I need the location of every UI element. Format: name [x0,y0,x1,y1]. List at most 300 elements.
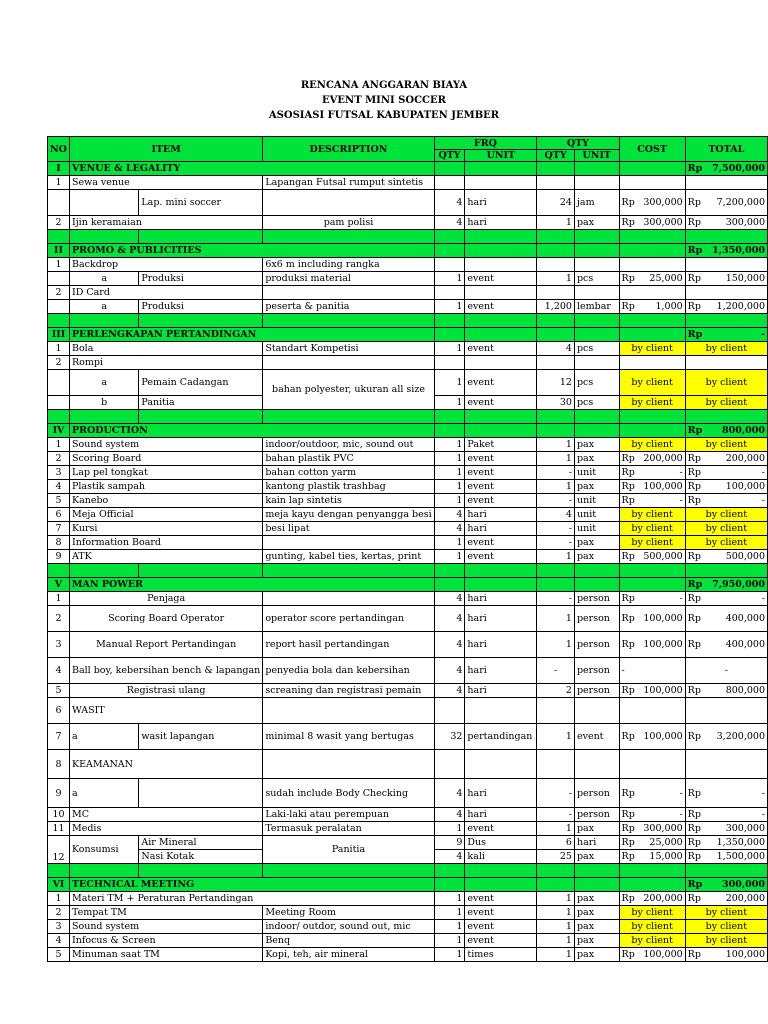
table-cell [574,578,619,592]
currency-label: Rp [621,893,635,904]
table-cell: person [574,808,619,822]
table-cell: 7 [48,522,70,536]
table-cell [619,606,685,632]
table-cell: pax [574,920,619,934]
table-row [48,300,768,314]
amount-value: 800,000 [722,425,765,436]
table-cell [619,878,685,892]
table-cell [434,864,465,878]
currency-label: Rp [687,593,701,604]
table-cell [619,176,685,190]
table-cell [537,578,575,592]
table-cell: pax [574,452,619,466]
currency-label: Rp [687,245,703,256]
table-cell: event [465,494,537,508]
table-cell: a [69,272,138,286]
spacer-row [48,864,768,878]
table-cell: pam polisi [263,216,434,230]
currency-label: Rp [687,301,701,312]
table-cell [685,632,767,658]
table-cell: a [69,724,138,750]
table-cell: hari [465,190,537,216]
table-cell: person [574,592,619,606]
header-row [48,137,768,150]
amount-value: 100,000 [725,949,765,960]
table-row [48,779,768,808]
table-row [48,836,768,850]
table-cell [619,230,685,244]
table-cell [619,724,685,750]
table-cell: 1 [537,480,575,494]
table-cell [434,356,465,370]
table-cell: wasit lapangan [139,724,263,750]
section-row [48,162,768,176]
currency-label: Rp [687,809,701,820]
table-cell: produksi material [263,272,434,286]
table-cell [263,750,434,779]
table-cell [685,724,767,750]
table-cell: 9 [48,550,70,564]
table-cell [619,216,685,230]
table-cell: 4 [434,508,465,522]
table-cell: 6 [48,508,70,522]
table-cell: ATK [69,550,262,564]
table-cell: Paket [465,438,537,452]
table-cell: - [685,658,767,684]
by-client-cell: by client [619,370,685,396]
table-cell [619,836,685,850]
currency-label: Rp [687,329,703,340]
table-cell [69,230,138,244]
table-cell [685,272,767,286]
col-qty: QTY [537,137,619,150]
currency-label: Rp [687,481,701,492]
table-cell: 1 [48,342,70,356]
table-cell [263,230,434,244]
table-cell: 5 [48,494,70,508]
table-cell: hari [465,658,537,684]
table-cell: - [537,779,575,808]
table-cell [263,190,434,216]
table-cell: 1 [434,934,465,948]
currency-label: Rp [687,837,701,848]
table-cell [434,578,465,592]
currency-label: Rp [687,425,703,436]
table-cell [685,864,767,878]
amount-value: 7,950,000 [712,579,765,590]
amount-value: 1,000 [655,301,683,312]
by-client-cell: by client [685,934,767,948]
table-cell [263,698,434,724]
table-cell: person [574,606,619,632]
table-cell: 1 [537,606,575,632]
table-cell: III [48,328,70,342]
amount-value: 100,000 [725,481,765,492]
table-cell [574,328,619,342]
table-cell: event [465,466,537,480]
table-cell: 12 [537,370,575,396]
doc-subtitle-event: EVENT MINI SOCCER [322,95,446,106]
table-cell: event [465,480,537,494]
table-cell [537,244,575,258]
table-cell: indoor/ outdor, sound out, mic [263,920,434,934]
table-cell: a [69,779,138,808]
table-cell: 1 [434,272,465,286]
table-cell: Panitia [263,836,434,864]
amount-value: - [761,467,765,478]
table-cell [574,244,619,258]
table-cell: 1 [537,216,575,230]
table-cell: meja kayu dengan penyangga besi [263,508,434,522]
table-cell: 5 [48,948,70,962]
table-cell [465,564,537,578]
table-cell: 1 [434,906,465,920]
table-cell [685,684,767,698]
table-cell [574,424,619,438]
table-cell [685,822,767,836]
table-cell [619,314,685,328]
table-cell: Benq [263,934,434,948]
table-cell: 2 [48,906,70,920]
table-cell: 6x6 m including rangka [263,258,434,272]
table-cell [619,779,685,808]
table-cell: Air Mineral [139,836,263,850]
table-cell [685,592,767,606]
table-row [48,536,768,550]
table-cell [465,176,537,190]
section-title: PRODUCTION [69,424,434,438]
table-cell: Information Board [69,536,262,550]
table-cell [465,230,537,244]
table-cell: Kanebo [69,494,262,508]
table-cell [263,592,434,606]
currency-label: Rp [687,579,703,590]
currency-label: Rp [621,273,635,284]
table-row [48,356,768,370]
table-cell [537,424,575,438]
table-cell [537,230,575,244]
table-cell: 4 [434,779,465,808]
table-cell: 11 [48,822,70,836]
table-cell: Lap. mini soccer [139,190,263,216]
table-cell: event [465,892,537,906]
spacer-row [48,564,768,578]
table-cell [574,176,619,190]
table-cell: 4 [48,934,70,948]
table-cell [263,564,434,578]
table-cell: pertandingan [465,724,537,750]
amount-value: 100,000 [643,639,683,650]
table-row [48,342,768,356]
table-cell: - [619,658,685,684]
by-client-cell: by client [619,342,685,356]
table-row [48,684,768,698]
table-cell [685,480,767,494]
table-cell [619,424,685,438]
table-cell [619,850,685,864]
amount-value: 100,000 [643,613,683,624]
table-cell [537,864,575,878]
amount-value: - [761,329,765,340]
amount-value: 1,350,000 [712,245,765,256]
col-total: TOTAL [685,137,767,162]
section-total [685,244,767,258]
table-cell [48,314,70,328]
table-cell [69,190,138,216]
table-cell [685,258,767,272]
table-cell [619,808,685,822]
table-cell: pcs [574,370,619,396]
table-cell: hari [465,606,537,632]
amount-value: 300,000 [725,823,765,834]
table-cell [434,230,465,244]
table-cell: 12 [48,836,70,864]
table-cell [434,564,465,578]
table-row [48,190,768,216]
table-cell: Panitia [139,396,263,410]
currency-label: Rp [621,837,635,848]
amount-value: 25,000 [649,273,683,284]
table-cell: event [465,272,537,286]
table-cell [619,822,685,836]
table-cell: Laki-laki atau perempuan [263,808,434,822]
table-cell: Tempat TM [69,906,262,920]
col-qty-unit: UNIT [574,150,619,162]
currency-label: Rp [687,685,701,696]
table-cell: pcs [574,272,619,286]
col-no: NO [48,137,70,162]
table-row [48,808,768,822]
table-cell [685,698,767,724]
table-cell [685,606,767,632]
table-cell [69,410,138,424]
table-cell [619,300,685,314]
table-cell [434,750,465,779]
table-cell [685,850,767,864]
table-cell: Medis [69,822,262,836]
table-cell: 1 [434,920,465,934]
section-title: VENUE & LEGALITY [69,162,434,176]
table-cell: bahan plastik PVC [263,452,434,466]
table-cell: 2 [48,606,70,632]
table-cell: pax [574,892,619,906]
currency-label: Rp [621,613,635,624]
table-cell: Minuman saat TM [69,948,262,962]
amount-value: - [761,787,765,799]
table-cell [465,410,537,424]
section-row [48,878,768,892]
currency-label: Rp [621,495,635,506]
table-row [48,906,768,920]
currency-label: Rp [687,551,701,562]
currency-label: Rp [621,823,635,834]
table-row [48,438,768,452]
table-cell: 1 [434,342,465,356]
amount-value: 1,200,000 [716,301,765,312]
amount-value: 300,000 [643,823,683,834]
table-cell: Scoring Board [69,452,262,466]
table-cell: event [465,536,537,550]
table-cell: 4 [434,850,465,864]
table-cell: 1 [434,494,465,508]
table-cell [48,864,70,878]
table-cell: 1 [434,438,465,452]
table-cell: Termasuk peralatan [263,822,434,836]
table-cell [574,162,619,176]
table-cell [619,750,685,779]
table-cell: 6 [48,698,70,724]
table-cell: - [537,658,575,684]
table-cell: VI [48,878,70,892]
section-row [48,578,768,592]
table-row [48,724,768,750]
currency-label: Rp [687,639,701,650]
currency-label: Rp [621,639,635,650]
table-cell [619,162,685,176]
amount-value: 7,200,000 [716,197,765,208]
table-cell: lembar [574,300,619,314]
by-client-cell: by client [685,508,767,522]
by-client-cell: by client [619,934,685,948]
table-cell [48,230,70,244]
table-cell: 9 [48,779,70,808]
table-cell [574,864,619,878]
table-cell: pax [574,438,619,452]
table-cell: hari [465,632,537,658]
table-cell: Materi TM + Peraturan Pertandingan [69,892,434,906]
table-cell: bahan cotton yarm [263,466,434,480]
table-cell: hari [465,808,537,822]
table-cell [48,396,70,410]
table-cell [685,356,767,370]
table-cell: KEAMANAN [69,750,262,779]
table-cell [574,286,619,300]
table-cell: besi lipat [263,522,434,536]
table-cell: II [48,244,70,258]
col-cost: COST [619,137,685,162]
table-cell: Sound system [69,438,262,452]
amount-value: 15,000 [649,851,683,862]
by-client-cell: by client [619,906,685,920]
table-cell: pax [574,216,619,230]
table-row [48,522,768,536]
table-cell [434,328,465,342]
table-cell: 2 [48,286,70,300]
table-cell: 1 [48,892,70,906]
table-cell [685,948,767,962]
table-cell [434,410,465,424]
table-cell: 2 [48,452,70,466]
by-client-cell: by client [619,522,685,536]
table-cell: 1,200 [537,300,575,314]
table-cell: pax [574,906,619,920]
table-cell: person [574,658,619,684]
table-cell [685,892,767,906]
table-row [48,480,768,494]
table-cell: Kursi [69,522,262,536]
table-row [48,632,768,658]
by-client-cell: by client [685,536,767,550]
amount-value: 1,500,000 [716,851,765,862]
table-cell: event [465,934,537,948]
table-cell: Rompi [69,356,262,370]
table-cell [537,286,575,300]
table-cell: 1 [537,822,575,836]
table-cell [537,176,575,190]
table-cell: - [537,592,575,606]
table-cell [685,452,767,466]
currency-label: Rp [621,217,635,228]
amount-value: 500,000 [725,551,765,562]
amount-value: 1,350,000 [716,837,765,848]
table-cell: Ball boy, kebersihan bench & lapangan [69,658,262,684]
table-cell: - [537,494,575,508]
table-row [48,606,768,632]
table-cell: 1 [48,438,70,452]
table-cell [619,684,685,698]
table-cell [465,878,537,892]
table-cell: V [48,578,70,592]
table-cell [139,564,263,578]
table-cell: Dus [465,836,537,850]
amount-value: - [679,593,683,604]
table-cell [69,314,138,328]
table-cell [619,564,685,578]
table-cell: Kopi, teh, air mineral [263,948,434,962]
table-cell [263,864,434,878]
table-row [48,592,768,606]
table-cell [263,356,434,370]
table-cell [434,258,465,272]
table-cell: 1 [48,176,70,190]
table-cell [537,328,575,342]
table-row [48,176,768,190]
doc-title: RENCANA ANGGARAN BIAYA [300,80,468,91]
table-cell: a [69,300,138,314]
amount-value: 400,000 [725,639,765,650]
doc-subtitle-org: ASOSIASI FUTSAL KABUPATEN JEMBER [268,110,500,121]
table-cell [619,698,685,724]
currency-label: Rp [621,685,635,696]
table-cell: 1 [434,466,465,480]
table-cell [619,864,685,878]
table-cell: 4 [434,684,465,698]
table-cell [537,750,575,779]
table-cell: - [537,536,575,550]
table-cell: 1 [537,906,575,920]
table-cell [465,424,537,438]
table-row [48,934,768,948]
table-cell [619,632,685,658]
table-row [48,550,768,564]
by-client-cell: by client [619,438,685,452]
col-frq-qty: QTY [434,150,465,162]
table-cell [139,779,263,808]
col-item: ITEM [69,137,262,162]
table-row [48,272,768,286]
table-cell: Lap pel tongkat [69,466,262,480]
table-cell: pax [574,536,619,550]
table-row [48,286,768,300]
table-cell [537,564,575,578]
spacer-row [48,314,768,328]
currency-label: Rp [687,787,701,799]
table-cell: - [537,522,575,536]
table-cell [465,244,537,258]
table-cell: 25 [537,850,575,864]
table-cell: 2 [48,356,70,370]
table-cell: event [465,370,537,396]
